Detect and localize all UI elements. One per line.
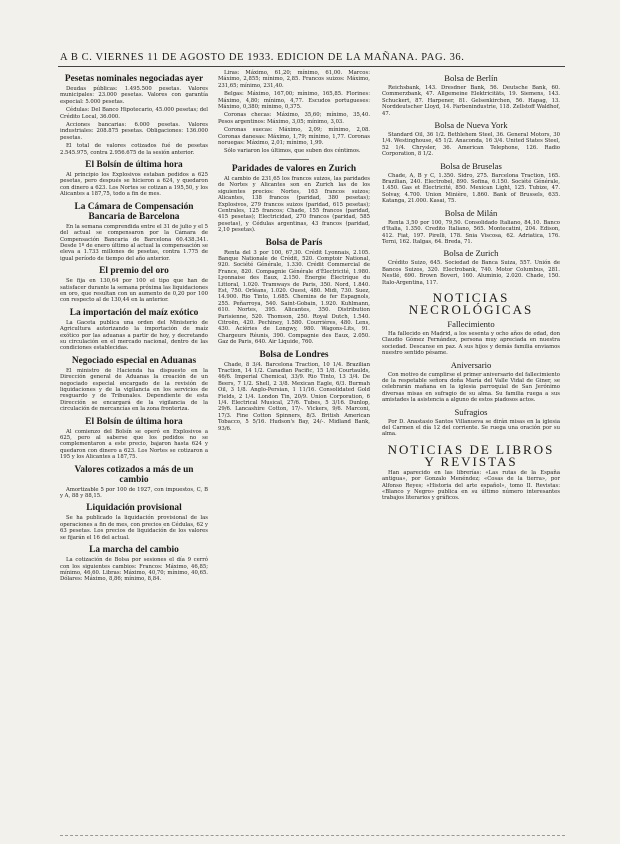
article-paragraph: Chade, A, B y C, 1.350. Sidro, 275. Barcelona Traction, 165. Brazilian, 240. Electrobel, 890. Sofina, 6.150. Société Générale, 1.450. Gas et Électricité, 850. Mexican Light, 125. Tubize, 47. Solvay, 4.700. Union Minière, 1.860. Bank of Brussels, 635. Katanga, 21.000. Kasai, 75. — [382, 172, 560, 205]
section-heading: Bolsa de París — [265, 237, 323, 248]
section-divider — [279, 159, 309, 160]
section-heading: Pesetas nominales negociadas ayer — [64, 74, 204, 84]
article-paragraph: Standard Oil, 36 1/2. Bethlehem Steel, 36. General Motors, 30 1/4. Westinghouse, 45 1/2. Anaconda, 16 3/4. United States Steel, 52 1/4. Chrysler, 36. American Telephone, 126. Radio Corporation, 8 1/2. — [382, 132, 560, 158]
section-heading: La marcha del cambio — [89, 545, 179, 556]
article-paragraph: Se fija en 130,64 por 100 el tipo que han de satisfacer durante la semana próxima las liquidaciones en oro, que resultan con un aumento de 0,20 por 100 con respecto al de 130,44 en la anterior. — [60, 278, 208, 304]
section-heading: Bolsa de Zurich — [443, 248, 499, 259]
article-paragraph: Se ha publicado la liquidación provisional de las operaciones a fin de mes, con precios en Cédulas, 62 y 63 pesetas. Los precios de liquidación de los valores se fijarán el 16 del actual. — [60, 515, 208, 541]
section-heading: La importación del maíz exótico — [69, 307, 199, 318]
article-paragraph: El total de valores cotizados fué de pesetas 2.545.975, contra 2.956.675 de la sesión anterior. — [60, 143, 208, 156]
article-paragraph: Al principio los Explosivos estaban pedidos a 625 pesetas, pero después se hicieron a 624, y quedaron con dinero a 623. Los Nortes se cotizan a 195,50, y los Alicantes a 187,75, todo a fin de mes. — [60, 172, 208, 198]
article-paragraph: Coronas suecas: Máximo, 2,09; mínimo, 2,08. Coronas danesas: Máximo, 1,79; mínimo, 1,77. Coronas noruegas: Máximo, 2,01; mínimo, 1,99. — [218, 127, 370, 147]
section-banner-heading: NOTICIAS DE LIBROS Y REVISTAS — [387, 441, 555, 469]
section-heading: Negociado especial en Aduanas — [71, 355, 197, 366]
section-heading: El premio del oro — [99, 266, 169, 277]
section-heading: Bolsa de Bruselas — [440, 160, 502, 171]
column-2 — [218, 70, 370, 434]
header-rule — [58, 66, 565, 67]
page-header: A B C. VIERNES 11 DE AGOSTO DE 1933. EDICION DE LA MAÑANA. PAG. 36. — [60, 52, 465, 63]
section-heading: Liquidación provisional — [86, 503, 182, 514]
section-heading: Valores cotizados a más de un cambio — [74, 464, 194, 485]
section-heading: Bolsa de Milán — [444, 207, 498, 218]
article-paragraph: Renta 3,50 por 100, 79,50. Consolidado Italiano, 84,10. Banco d'Italia, 1.350. Credito Italiano, 565. Montecatini, 204. Edison, 412. Fiat, 197. Pirelli, 178. Snia Viscosa, 62. Adriatica, 176. Terni, 162. Italgas, 64. Breda, 71. — [382, 219, 560, 245]
article-paragraph: La Gaceta publica una orden del Ministerio de Agricultura autorizando la importación de maíz exótico por las aduanas a partir de hoy, y decretando su circulación en el mercado nacional, dentro de las condiciones establecidas. — [60, 319, 208, 352]
article-paragraph: El ministro de Hacienda ha dispuesto en la Dirección general de Aduanas la creación de un negociado especial encargado de la revisión de liquidaciones y de la vigilancia en los servicios de resguardo y de Tribunales. Dependiente de esta Dirección se encargará de la vigilancia de la circulación de mercancías en la zona fronteriza. — [60, 367, 208, 413]
section-heading: Fallecimiento — [447, 318, 495, 329]
article-paragraph: La cotización de Bolsa por sesiones el día 9 cerró con los siguientes cambios: Francos: Máximo, 46,85; mínimo, 46,60. Libras: Máximo, 40,70; mínimo, 40,65. Dólares: Máximo, 8,86; mínimo, 8,84. — [60, 557, 208, 583]
article-paragraph: Cédulas: Del Banco Hipotecario, 45.000 pesetas; del Crédito Local, 36.000. — [60, 107, 208, 120]
article-paragraph: Belgas: Máximo, 167,00; mínimo, 165,85. Florines: Máximo, 4,80; mínimo, 4,77. Escudos portugueses: Máximo, 0,380; mínimo, 0,375. — [218, 91, 370, 111]
section-heading: Bolsa de Berlín — [444, 73, 498, 83]
article-paragraph: Coronas checas: Máximo, 35,60; mínimo, 35,40. Pesos argentinos: Máximo, 3,05; mínimo, 3,03. — [218, 112, 370, 125]
article-paragraph: Ha fallecido en Madrid, a los sesenta y ocho años de edad, don Claudio Gómez Fernández, persona muy apreciada en nuestra sociedad. Descanse en paz. A sus hijos y demás familia enviamos nuestro sentido pésame. — [382, 330, 560, 357]
article-paragraph: Amortizable 5 por 100 de 1927, con impuestos, C, B y A, 88 y 88,15. — [60, 486, 208, 500]
section-heading: Bolsa de Londres — [259, 349, 329, 360]
article-paragraph: Acciones bancarias: 6.000 pesetas. Valores industriales: 208.875 pesetas. Obligaciones: 136.000 pesetas. — [60, 122, 208, 141]
article-paragraph: Crédito Suizo, 645. Sociedad de Banca Suiza, 557. Unión de Bancos Suizos, 320. Electrobank, 740. Motor Columbus, 281. Nestlé, 690. Brown Boveri, 160. Aluminio, 2.020. Chade, 150. Italo-Argentina, 117. — [382, 260, 560, 286]
section-heading: El Bolsín de última hora — [85, 416, 183, 427]
article-paragraph: Sólo variaron los últimos, que suben dos céntimos. — [224, 148, 361, 155]
article-paragraph: Al cambio de 231,65 los francos suizos, las paridades de Nortes y Alicantes son en Zurich las de los siguientes precios: Nortes, 163 francos suizos; Alicantes, 138 francos (paridad, 380 pesetas); Explosivos, 279 francos suizos (paridad, 615 pesetas); Centrales, 125 francos; Chade, 155 francos (paridad, 415 pesetas); Electricidad, 270 francos (paridad, 585 pesetas), y Cédulas argentinas, 43 francos (paridad, 2,10 pesetas). — [218, 175, 370, 234]
section-heading: La Cámara de Compensación Bancaria de Barcelona — [74, 201, 194, 222]
article-paragraph: Deudas públicas: 1.495.500 pesetas. Valores municipales: 23.000 pesetas. Valores con garantía especial: 5.000 pesetas. — [60, 86, 208, 105]
column-1 — [60, 70, 208, 585]
article-paragraph: En la semana comprendida entre el 31 de julio y el 5 del actual se compensaron por la Cámara de Compensación Bancaria de Barcelona 60.438.341. Desde 1º de enero último al actual la compensación se eleva a 1.733 millones de pesetas, contra 1.775 de igual período de tiempo del año anterior. — [60, 223, 208, 262]
article-paragraph: Al comienzo del Bolsín se operó en Explosivos a 625, pero al saberse que los pedidos no se complementaron a este precio, bajaron hasta 624 y quedaron con dinero a 623. Los Nortes se cotizaron a 195 y los Alicantes a 187,75. — [60, 428, 208, 461]
section-heading: Bolsa de Nueva York — [434, 120, 508, 131]
page-bottom-rule — [60, 835, 565, 836]
article-paragraph: Chade, 8 3/4. Barcelona Traction, 10 1/4. Brazilian Traction, 14 1/2. Canadian Pacific, 15 1/8. Courtaulds, 46/6. Imperial Chemical, 33/9. Rio Tinto, 13 3/4. De Beers, 7 1/2. Shell, 2 3/8. Mexican Eagle, 6/3. Burmah Oil, 3 1/8. Anglo-Persian, 1 11/16. Consolidated Gold Fields, 2 1/4. London Tin, 20/9. Union Corporation, 6 1/4. Electrical Musical, 27/6. Tubes, 5 3/16. Dunlop, 29/6. Lancashire Cotton, 17/-. Vickers, 9/6. Marconi, 17/3. Fine Cotton Spinners, 8/3. British American Tobacco, 5 5/16. Hudson's Bay, 24/-. Midland Bank, 93/6. — [218, 361, 370, 432]
article-paragraph: Liras: Máximo, 61,20; mínimo, 61,00. Marcos: Máximo, 2,855; mínimo, 2,85. Francos suizos: Máximo, 231,65; mínimo, 231,40. — [218, 70, 370, 89]
article-paragraph: Reichsbank, 143. Dresdner Bank, 56. Deutsche Bank, 60. Commerzbank, 47. Allgemeine Elektricitäts, 19. Siemens, 143. Schuckert, 87. Harpener, 81. Gelsenkirchen, 56. Hapag, 13. Norddeutscher Lloyd, 14. Farbenindustrie, 118. Zellstoff Waldhof, 47. — [382, 85, 560, 117]
article-paragraph: Con motivo de cumplirse el primer aniversario del fallecimiento de la respetable señora doña María del Valle Vidal de Giner, se celebrarán mañana en la iglesia parroquial de San Jerónimo diversas misas en sufragio de su alma. Su familia ruega a sus amistades la asistencia a alguno de estos piadosos actos. — [382, 371, 560, 404]
section-heading: Aniversario — [450, 359, 492, 370]
section-heading: El Bolsín de última hora — [85, 160, 183, 171]
article-paragraph: Por D. Anastasio Santos Villanueva se dirán misas en la iglesia del Carmen el día 12 del corriente. Se ruega una oración por su alma. — [382, 418, 560, 438]
section-banner-heading: NOTICIAS NECROLÓGICAS — [408, 289, 534, 317]
section-heading: Sufragios — [454, 406, 488, 417]
column-3 — [382, 70, 560, 504]
section-heading: Paridades de valores en Zurich — [231, 163, 357, 174]
article-paragraph: Han aparecido en las librerías: «Las rutas de la España antigua», por Gonzalo Menéndez; «Cosas de la tierra», por Alfonso Reyes; «Historia del arte español», tomo II. Revistas: «Blanco y Negro» publica en su último número interesantes trabajos literarios y gráficos. — [382, 469, 560, 502]
article-paragraph: Renta del 3 por 100, 67,30. Crédit Lyonnais, 2.105. Banque Nationale de Crédit, 520. Comptoir National, 920. Société Générale, 1.330. Crédit Commercial de France, 820. Compagnie Générale d'Électricité, 1.980. Lyonnaise des Eaux, 2.150. Énergie Électrique du Littoral, 1.020. Tramways de Paris, 350. Nord, 1.840. Est, 750. Orléans, 1.020. Ouest, 480. Midi, 730. Suez, 14.900. Rio Tinto, 1.685. Chemins de fer Espagnols, 255. Peñarroya, 540. Saint-Gobain, 1.920. Kuhlmann, 610. Nortes, 395. Alicantes, 350. Distribution Parisienne, 520. Thomson, 250. Royal Dutch, 1.540. Citroën, 420. Pechiney, 1.580. Courrières, 480. Lens, 430. Aciéries de Longwy, 980. Wagons-Lits, 91. Chargeurs Réunis, 390. Compagnie des Eaux, 2.050. Gaz de Paris, 640. Air Liquide, 760. — [218, 249, 370, 346]
